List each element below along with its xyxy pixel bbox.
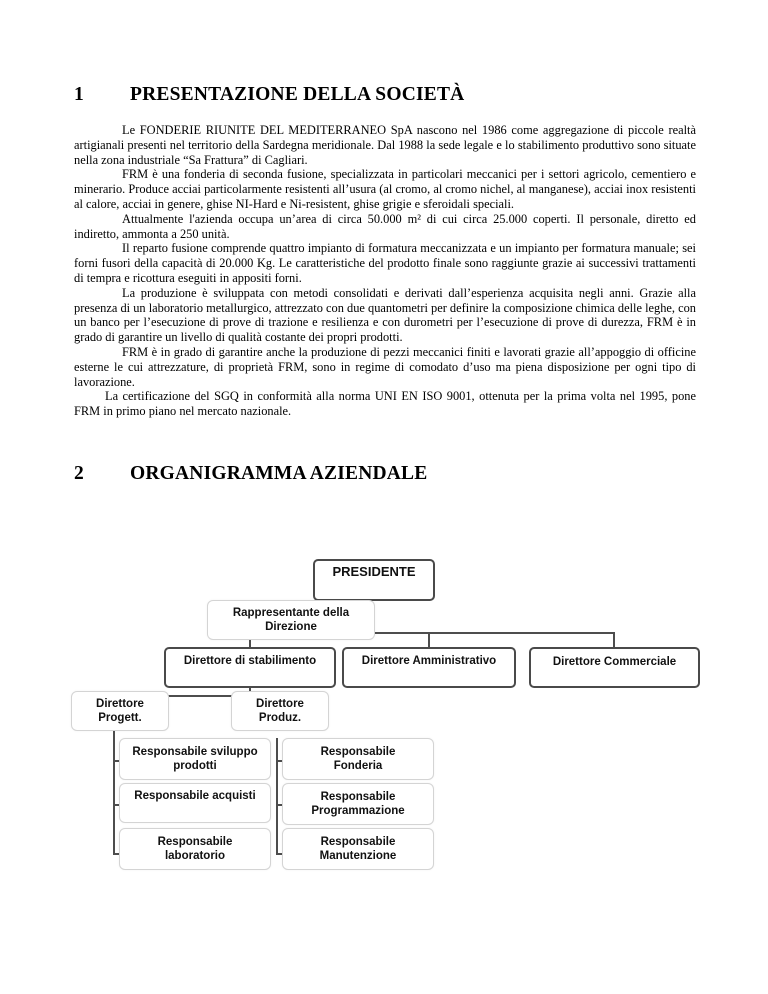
org-box-responsabile-sviluppo-prodotti: Responsabile sviluppo prodotti [119,738,271,780]
connector-line [276,738,278,855]
org-box-direttore-produz: Direttore Produz. [231,691,329,731]
section-title: ORGANIGRAMMA AZIENDALE [130,463,428,484]
paragraph: Il reparto fusione comprende quattro impianto di formatura meccanizzata e un impianto per formatura manuale; sei forni fusori della capacità di 20.000 Kg. Le caratteristiche del prodotto finale sono raggiunte grazie ai successivi trattamenti di tempra e ricottura eseguiti in appositi forni. [74,241,696,285]
section-title: PRESENTAZIONE DELLA SOCIETÀ [130,84,465,105]
org-box-responsabile-laboratorio: Responsabile laboratorio [119,828,271,870]
paragraph: FRM è una fonderia di seconda fusione, specializzata in particolari meccanici per i settori agricolo, cementiero e minerario. Produce acciai particolarmente resistenti all’usura (al cromo, al cromo nichel, al manganese), acciai inox resistenti al calore, acciai in genere, ghise NI-Hard e Ni-resistent, ghise grigie e sferoidali speciali. [74,167,696,211]
paragraph: Le FONDERIE RIUNITE DEL MEDITERRANEO SpA nascono nel 1986 come aggregazione di piccole realtà artigianali presenti nel territorio della Sardegna meridionale. Dal 1988 la sede legale e lo stabilimento produttivo sono situate nella zona industriale “Sa Frattura” di Cagliari. [74,123,696,167]
org-box-responsabile-programmazione: Responsabile Programmazione [282,783,434,825]
paragraph: FRM è in grado di garantire anche la produzione di pezzi meccanici finiti e lavorati grazie all’appoggio di officine esterne le cui attrezzature, di proprietà FRM, sono in regime di comodato d’uso ma piena disposizione per ogni tipo di lavorazione. [74,344,696,389]
org-box-responsabile-fonderia: Responsabile Fonderia [282,738,434,780]
org-box-direttore-commerciale: Direttore Commerciale [529,647,700,688]
org-box-direttore-stabilimento: Direttore di stabilimento [164,647,336,688]
paragraph: La certificazione del SGQ in conformità alla norma UNI EN ISO 9001, ottenuta per la prima volta nel 1995, pone FRM in primo piano nel mercato nazionale. [74,389,696,419]
org-box-responsabile-manutenzione: Responsabile Manutenzione [282,828,434,870]
org-box-responsabile-acquisti: Responsabile acquisti [119,783,271,823]
paragraph: La produzione è sviluppata con metodi consolidati e derivati dall’esperienza acquisita negli anni. Grazie alla presenza di un laboratorio metallurgico, attrezzato con due quantometri per definire la composizione chimica delle leghe, con un banco per l’esecuzione di prove di trazione e resilienza e con durometri per l’esecuzione di prove di durezza, FRM è in grado di garantire un livello di qualità costante dei propri prodotti. [74,285,696,345]
org-box-rappresentante-direzione: Rappresentante della Direzione [207,600,375,640]
paragraph: Attualmente l'azienda occupa un’area di circa 50.000 m² di cui circa 25.000 coperti. Il personale, diretto ed indiretto, ammonta a 250 unità. [74,211,696,241]
section-number: 2 [74,463,84,484]
org-box-direttore-amministrativo: Direttore Amministrativo [342,647,516,688]
org-box-presidente: PRESIDENTE [313,559,435,601]
org-box-direttore-progett: Direttore Progett. [71,691,169,731]
section-number: 1 [74,84,84,105]
